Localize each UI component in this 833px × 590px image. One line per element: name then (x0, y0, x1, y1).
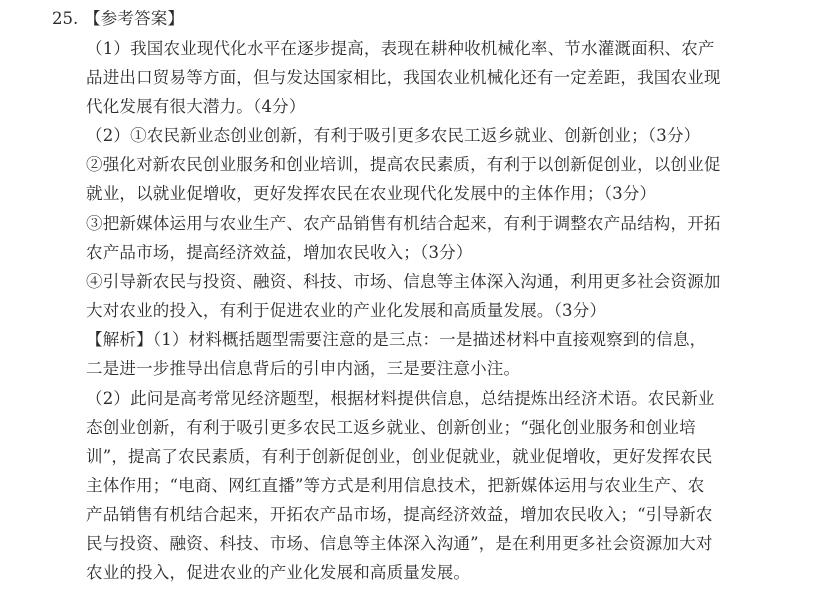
text-line: （2）①农民新业态创业创新，有利于吸引更多农民工返乡就业、创新创业；（3分） (86, 126, 701, 145)
text-line: 产品销售有机结合起来，开拓农产品市场，提高经济效益，增加农民收入；“引导新农 (86, 505, 713, 524)
question-number: 25. (52, 9, 79, 28)
text-line: 态创业创新，有利于吸引更多农民工返乡就业、创新创业；“强化创业服务和创业培 (86, 418, 696, 437)
text-line: 【解析】（1）材料概括题型需要注意的是三点：一是描述材料中直接观察到的信息， (86, 330, 707, 349)
text-line: ②强化对新农民创业服务和创业培训，提高农民素质，有利于以创新促创业，以创业促 (86, 155, 721, 174)
text-line: ④引导新农民与投资、融资、科技、市场、信息等主体深入沟通，利用更多社会资源加 (86, 272, 721, 291)
text-line: 品进出口贸易等方面，但与发达国家相比，我国农业机械化还有一定差距，我国农业现 (86, 68, 721, 87)
answer-header: 【参考答案】 (84, 9, 185, 28)
text-line: 农业的投入，促进农业的产业化发展和高质量发展。 (86, 563, 471, 582)
text-line: （2）此问是高考常见经济题型，根据材料提供信息，总结提炼出经济术语。农民新业 (86, 389, 715, 408)
text-line: 民与投资、融资、科技、市场、信息等主体深入沟通”，是在利用更多社会资源加大对 (86, 534, 713, 553)
text-line: 大对农业的投入，有利于促进农业的产业化发展和高质量发展。（3分） (86, 301, 607, 320)
text-line: 二是进一步推导出信息背后的引申内涵，三是要注意小注。 (86, 359, 521, 378)
text-line: 主体作用；“电商、网红直播”等方式是利用信息技术，把新媒体运用与农业生产、农 (86, 476, 705, 495)
text-line: ③把新媒体运用与农业生产、农产品销售有机结合起来，有利于调整农产品结构，开拓 (86, 214, 721, 233)
text-line: 就业，以就业促增收，更好发挥农民在农业现代化发展中的主体作用；（3分） (86, 184, 657, 203)
text-line: （1）我国农业现代化水平在逐步提高，表现在耕种收机械化率、节水灌溉面积、农产 (86, 39, 715, 58)
text-line: 农产品市场，提高经济效益，增加农民收入；（3分） (86, 243, 473, 262)
text-line: 代化发展有很大潜力。（4分） (86, 97, 306, 116)
text-line: 训”，提高了农民素质，有利于创新促创业，创业促就业，就业促增收，更好发挥农民 (86, 447, 713, 466)
